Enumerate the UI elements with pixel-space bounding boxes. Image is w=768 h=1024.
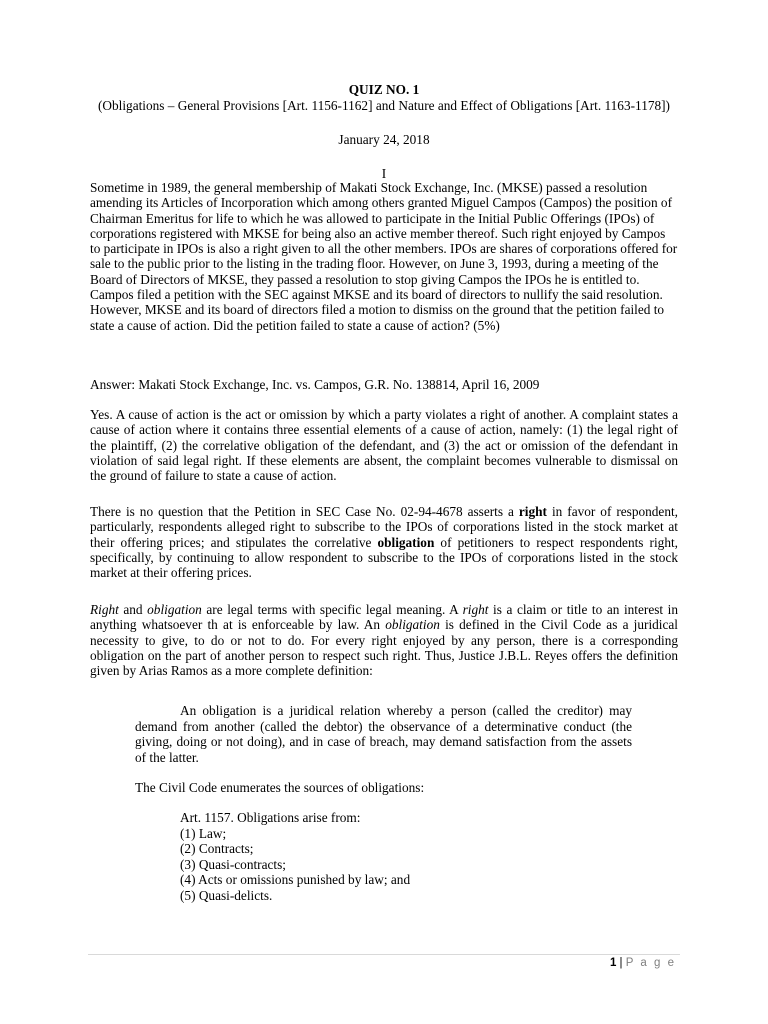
list-item: (2) Contracts; bbox=[180, 841, 254, 856]
quote-text: An obligation is a juridical relation whereby a person (called the creditor) may demand from another (called the debtor) the observance of a determinative conduct (the giving, doing or not doing), and in case of breach, may demand satisfaction from the assets of the latter. bbox=[135, 703, 632, 765]
italic-term-obligation: obligation bbox=[147, 602, 202, 617]
text-run: is defined in the Civil Code as a juridical necessity to give, to do or not to do. For every right enjoyed by any person, there is a corresponding obligation on the part of another person to respect such right. Thus, Justice J.B.L. Reyes offers the definition given by Arias Ramos as a more complete definition: bbox=[90, 617, 678, 679]
question-paragraph: Sometime in 1989, the general membership of Makati Stock Exchange, Inc. (MKSE) passed a resolution amending its Articles of Incorporation which among others granted Miguel Campos (Campos) the position of Chairman Emeritus for life to which he was allowed to participate in the Initial Public Offerings (IPOs) of corporations registered with MKSE for being also an active member thereof. Such right enjoyed by Campos to participate in IPOs is also a right given to all the other members. IPOs are shares of corporations offered for sale to the public prior to the listing in the trading floor. However, on June 3, 1993, during a meeting of the Board of Directors of MKSE, they passed a resolution to stop giving Campos the IPOs he is entitled to. Campos filed a petition with the SEC against MKSE and its board of directors to nullify the said resolution. However, MKSE and its board of directors filed a motion to dismiss on the ground that the petition failed to state a cause of action. Did the petition failed to state a cause of action? (5%) bbox=[90, 180, 678, 333]
text-run: is a claim or title to an interest in anything whatsoever th at is enforceable by law. An bbox=[90, 602, 679, 633]
italic-term-right: right bbox=[462, 602, 489, 617]
text-run: in favor of respondent, particularly, respondents alleged right to subscribe to the IPOs of corporations listed in the stock market at their offering prices; and stipulates the correlative bbox=[90, 504, 679, 550]
text-run: of petitioners to respect respondents right, specifically, by continuing to allow respondent to subscribe to the IPOs of corporations listed in the stock market at their offering prices. bbox=[90, 534, 678, 581]
quiz-title: QUIZ NO. 1 bbox=[348, 82, 420, 97]
text-run: are legal terms with specific legal meaning. A bbox=[201, 602, 463, 617]
sources-intro: The Civil Code enumerates the sources of obligations: bbox=[135, 780, 425, 795]
italic-term-right: Right bbox=[90, 602, 119, 617]
bold-term-right: right bbox=[518, 504, 547, 519]
text-run: and bbox=[118, 602, 148, 617]
page-number: 1 bbox=[609, 957, 617, 969]
list-item: (5) Quasi-delicts. bbox=[180, 887, 273, 903]
list-item: (1) Law; bbox=[180, 825, 227, 841]
italic-term-obligation: obligation bbox=[385, 617, 440, 633]
article-heading: Art. 1157. Obligations arise from: bbox=[180, 810, 361, 825]
block-quote-definition bbox=[135, 703, 632, 765]
answer-paragraph-right-obligation bbox=[90, 504, 678, 580]
answer-paragraph-cause-of-action: Yes. A cause of action is the act or omission by which a party violates a right of another. A complaint states a cause of action where it contains three essential elements of a cause of action, namely: (1) the legal right of the plaintiff, (2) the correlative obligation of the defendant, and (3) the act or omission of the defendant in violation of said legal right. If these elements are absent, the complaint becomes vulnerable to dismissal on the ground of failure to state a cause of action. bbox=[90, 407, 678, 484]
quiz-date: January 24, 2018 bbox=[338, 132, 430, 147]
list-item: (4) Acts or omissions punished by law; and bbox=[180, 872, 411, 887]
footer-divider bbox=[88, 954, 680, 955]
list-item: (3) Quasi-contracts; bbox=[180, 856, 286, 872]
footer-separator: | bbox=[619, 957, 623, 969]
section-numeral: I bbox=[381, 166, 387, 181]
answer-paragraph-definitions bbox=[90, 602, 678, 678]
page-footer bbox=[610, 957, 676, 969]
article-1157 bbox=[180, 810, 410, 903]
page-label: P a g e bbox=[625, 957, 676, 969]
text-run: There is no question that the Petition in SEC Case No. 02-94-4678 asserts a bbox=[90, 504, 519, 519]
bold-term-obligation: obligation bbox=[377, 534, 435, 550]
quiz-subtitle: (Obligations – General Provisions [Art. 1156-1162] and Nature and Effect of Obligations [Art. 1163-1178]) bbox=[97, 98, 670, 113]
answer-citation: Answer: Makati Stock Exchange, Inc. vs. Campos, G.R. No. 138814, April 16, 2009 bbox=[90, 377, 540, 392]
